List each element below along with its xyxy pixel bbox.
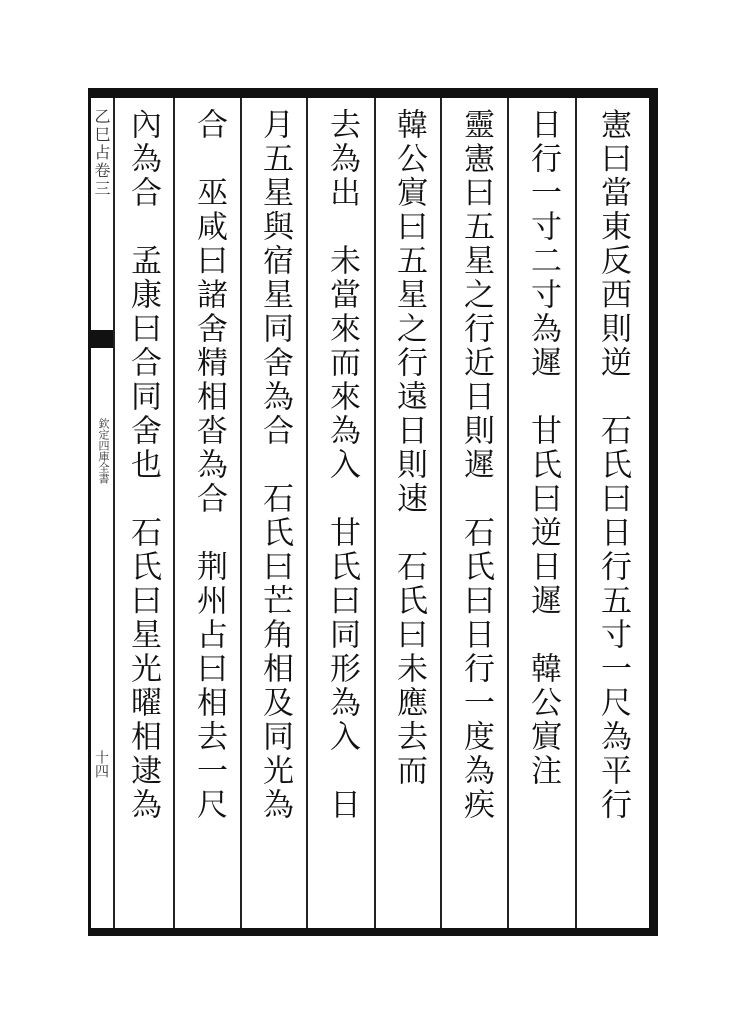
text-column-6: 月五星與宿星同舍為合 石氏曰芒角相及同光為 xyxy=(257,108,293,822)
text-column-2: 日行一寸二寸為遲 甘氏曰逆日遲 韓公賔注 xyxy=(525,108,561,788)
text-column-1: 憲曰當東反西則逆 石氏曰日行五寸一尺為平行 xyxy=(595,108,631,822)
text-column-8: 內為合 孟康曰合同舍也 石氏曰星光曜相逮為 xyxy=(125,108,161,822)
fore-edge-title: 乙巳占卷三 xyxy=(92,108,111,198)
frame-right-border xyxy=(649,88,658,936)
fore-edge-page-number: 十四 xyxy=(93,750,109,778)
frame-bottom-border xyxy=(88,928,658,936)
text-column-5: 去為出 未當來而來為入 甘氏曰同形為入 日 xyxy=(324,108,360,822)
text-column-4: 韓公賔曰五星之行遠日則速 石氏曰未應去而 xyxy=(391,108,427,788)
text-column-3: 靈憲曰五星之行近日則遲 石氏曰日行一度為疾 xyxy=(458,108,494,822)
text-column-7: 合 巫咸曰諸舍精相沓為合 荆州占曰相去一尺 xyxy=(191,108,227,822)
fore-edge-subtitle: 欽定四庫全書 xyxy=(97,418,110,484)
frame-top-border xyxy=(88,88,658,98)
